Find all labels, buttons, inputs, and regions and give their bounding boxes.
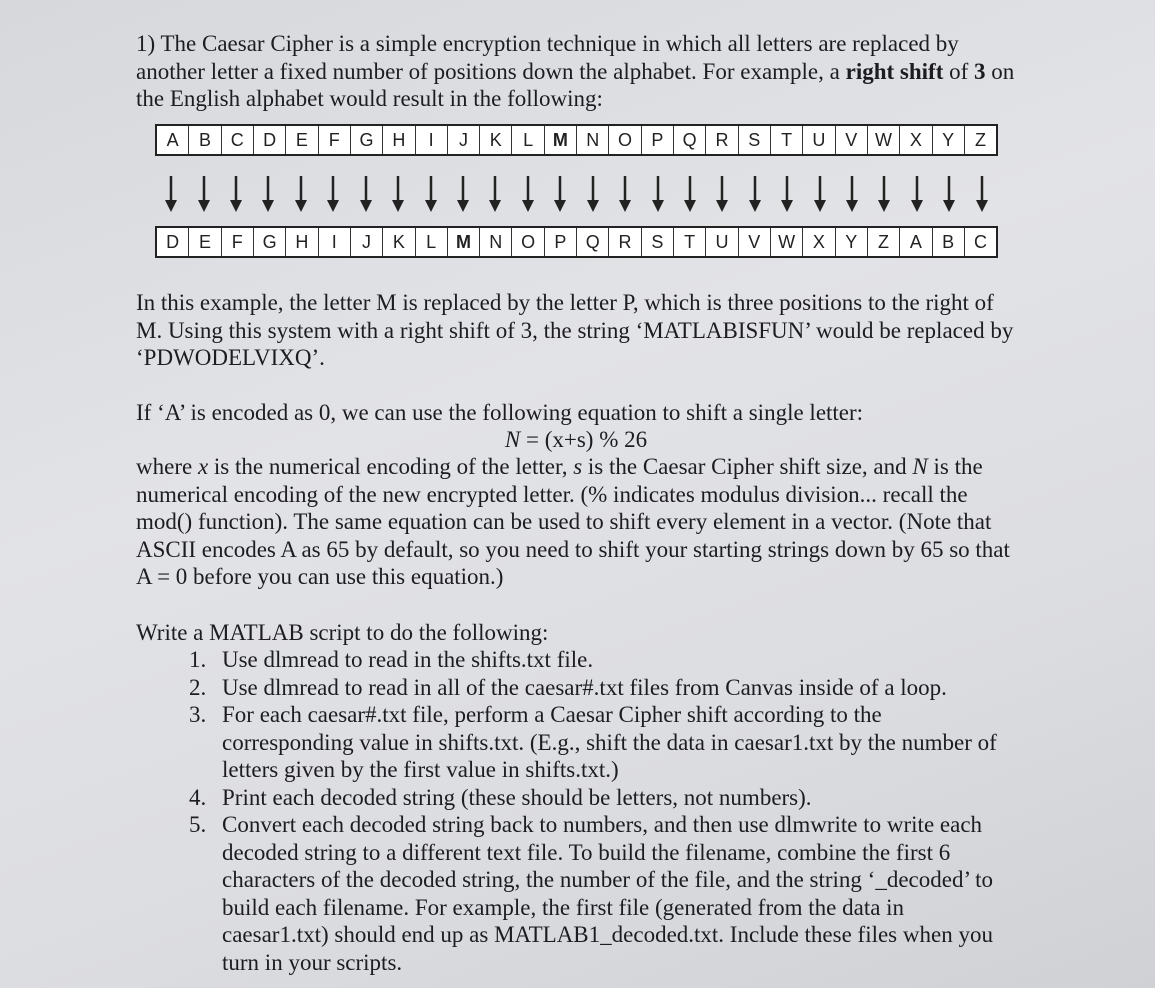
letter-cell: U — [803, 126, 835, 154]
letter-cell: W — [868, 126, 900, 154]
letter-cell: X — [803, 228, 835, 256]
intro-bold-right-shift: right shift — [845, 58, 944, 84]
down-arrow-icon — [576, 174, 608, 216]
letter-cell: A — [157, 126, 189, 154]
letter-cell: T — [771, 126, 803, 154]
intro-paragraph — [136, 30, 1016, 113]
letter-cell: C — [973, 231, 987, 252]
letter-cell: D — [157, 228, 189, 256]
letter-cell: T — [674, 228, 706, 256]
letter-cell: F — [319, 126, 351, 154]
letter-cell: I — [416, 126, 448, 154]
down-arrow-icon — [771, 174, 803, 216]
var-n: N — [912, 454, 928, 479]
letter-cell: O — [609, 126, 641, 154]
equation-n: N — [504, 427, 521, 452]
problem-statement — [136, 30, 1016, 113]
down-arrow-icon — [447, 174, 479, 216]
letter-cell: P — [545, 228, 577, 256]
letter-cell: Y — [836, 228, 868, 256]
letter-cell: G — [351, 126, 383, 154]
shift-equation — [136, 426, 1016, 453]
down-arrow-icon — [285, 174, 317, 216]
down-arrow-icon — [252, 174, 284, 216]
var-s: s — [573, 454, 583, 479]
down-arrow-icon — [350, 174, 382, 216]
letter-cell: M — [448, 228, 480, 256]
letter-cell: N — [480, 228, 512, 256]
down-arrow-icon — [706, 174, 738, 216]
down-arrow-icon — [187, 174, 219, 216]
letter-cell: E — [189, 228, 221, 256]
letter-cell: L — [416, 228, 448, 256]
down-arrow-icon — [803, 174, 835, 216]
letter-cell: V — [739, 228, 771, 256]
down-arrow-icon — [414, 174, 446, 216]
where-text-2: is the numerical encoding of the letter, — [208, 454, 574, 479]
example-paragraph: In this example, the letter M is replaced by the letter P, which is three positions to the right of M. Using this system with a right shift of 3, the string ‘MATLABISFUN’ would be replaced by ‘PDWODELVIXQ’. — [136, 290, 1014, 370]
where-paragraph — [136, 453, 1016, 591]
var-x: x — [197, 454, 209, 479]
letter-cell: M — [545, 126, 577, 154]
letter-cell: F — [222, 228, 254, 256]
letter-cell: P — [642, 126, 674, 154]
letter-cell: D — [254, 126, 286, 154]
letter-cell: O — [512, 228, 544, 256]
letter-cell: V — [836, 126, 868, 154]
letter-cell: N — [577, 126, 609, 154]
where-text-3: is the Caesar Cipher shift size, and — [582, 454, 913, 479]
list-item: 5. Convert each decoded string back to numbers, and then use dlmwrite to write each decoded string to a different text file. To build the filename, combine the first 6 characters of the decoded string, the number of the file, and the string ‘_decoded’ to build each filename. For example, the first file (generated from the data in caesar1.txt) should end up as MATLAB1_decoded.txt. Include these files when you turn in your scripts. — [212, 811, 1016, 976]
letter-cell: B — [189, 126, 221, 154]
letter-cell: L — [512, 126, 544, 154]
list-item: 2. Use dlmread to read in all of the caesar#.txt files from Canvas inside of a loop. — [212, 674, 1016, 702]
down-arrow-icon — [836, 174, 868, 216]
letter-cell: R — [609, 228, 641, 256]
body-text — [136, 289, 1016, 976]
letter-cell: J — [448, 126, 480, 154]
letter-cell: K — [480, 126, 512, 154]
letter-cell: G — [254, 228, 286, 256]
encoding-paragraph: If ‘A’ is encoded as 0, we can use the following equation to shift a single letter: — [136, 399, 864, 425]
down-arrow-icon — [739, 174, 771, 216]
letter-cell: K — [383, 228, 415, 256]
letter-cell: S — [642, 228, 674, 256]
letter-cell: X — [900, 126, 932, 154]
where-text-1: where — [136, 454, 198, 479]
letter-cell: Q — [577, 228, 609, 256]
letter-cell: R — [706, 126, 738, 154]
down-arrow-icon — [220, 174, 252, 216]
intro-bold-3: 3 — [974, 58, 986, 84]
shift-arrows — [155, 174, 998, 216]
down-arrow-icon — [933, 174, 965, 216]
letter-cell: H — [383, 126, 415, 154]
letter-cell: U — [706, 228, 738, 256]
task-intro: Write a MATLAB script to do the following: — [136, 619, 549, 645]
intro-text-3: on the English alphabet would result in the following: — [136, 58, 1015, 111]
list-item: 1. Use dlmread to read in the shifts.txt file. — [212, 646, 1016, 674]
letter-cell: Q — [674, 126, 706, 154]
where-text-4: is the numerical encoding of the new encrypted letter. (% indicates modulus division... recall the mod() function). The same equation can be used to shift every element in a vector. (Note that ASCII encodes A as 65 by default, so you need to shift your starting strings down by 65 so that A = 0 before you can use this equation.) — [136, 454, 1010, 589]
letter-cell: Y — [933, 126, 965, 154]
down-arrow-icon — [382, 174, 414, 216]
down-arrow-icon — [966, 174, 998, 216]
letter-cell: W — [771, 228, 803, 256]
down-arrow-icon — [155, 174, 187, 216]
down-arrow-icon — [317, 174, 349, 216]
down-arrow-icon — [901, 174, 933, 216]
letter-cell: Z — [868, 228, 900, 256]
letter-cell: C — [222, 126, 254, 154]
letter-cell: I — [319, 228, 351, 256]
intro-text-2: of — [943, 58, 975, 84]
plain-alphabet-row — [155, 124, 998, 156]
intro-text-1: 1) The Caesar Cipher is a simple encryption technique in which all letters are replaced by another letter a fixed number of positions down the alphabet. For example, a — [136, 31, 959, 84]
down-arrow-icon — [674, 174, 706, 216]
list-item: 3. For each caesar#.txt file, perform a Caesar Cipher shift according to the corresponding value in shifts.txt. (E.g., shift the data in caesar1.txt by the number of letters given by the first value in shifts.txt.) — [212, 701, 1016, 784]
letter-cell: J — [351, 228, 383, 256]
list-item: 4. Print each decoded string (these should be letters, not numbers). — [212, 784, 1016, 812]
down-arrow-icon — [868, 174, 900, 216]
down-arrow-icon — [609, 174, 641, 216]
letter-cell: E — [286, 126, 318, 154]
down-arrow-icon — [641, 174, 673, 216]
down-arrow-icon — [544, 174, 576, 216]
letter-cell: H — [286, 228, 318, 256]
letter-cell: S — [739, 126, 771, 154]
letter-cell: Z — [974, 129, 986, 150]
letter-cell: A — [900, 228, 932, 256]
down-arrow-icon — [479, 174, 511, 216]
down-arrow-icon — [512, 174, 544, 216]
equation-rhs: = (x+s) % 26 — [520, 427, 648, 452]
letter-cell: B — [933, 228, 965, 256]
task-steps — [136, 646, 1016, 976]
shifted-alphabet-row — [155, 226, 998, 258]
